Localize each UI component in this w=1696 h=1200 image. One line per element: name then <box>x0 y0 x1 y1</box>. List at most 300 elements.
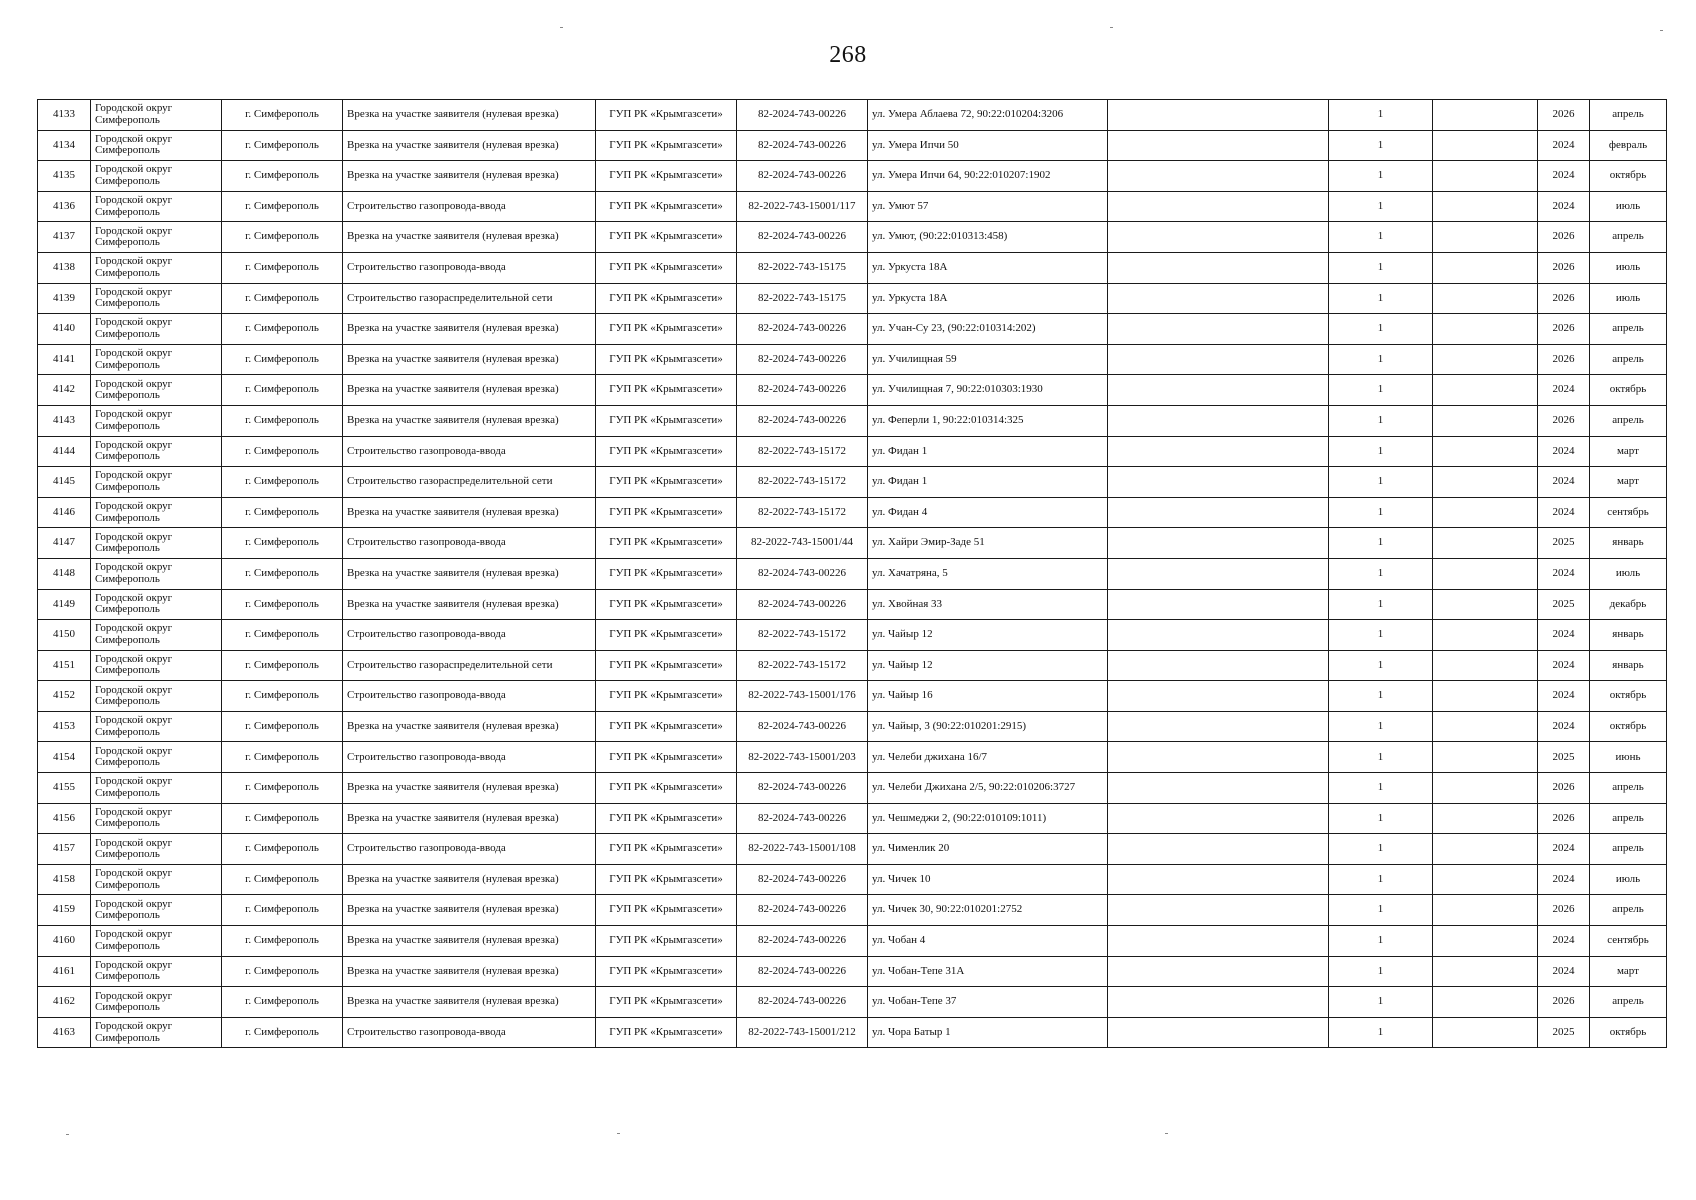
work-type-cell: Строительство газораспределительной сети <box>343 650 596 681</box>
empty-cell <box>1433 375 1538 406</box>
organization-cell: ГУП РК «Крымгазсети» <box>596 314 737 345</box>
project-code-cell: 82-2024-743-00226 <box>737 987 868 1018</box>
work-type-cell: Строительство газораспределительной сети <box>343 467 596 498</box>
city-cell: г. Симферополь <box>222 558 343 589</box>
city-cell: г. Симферополь <box>222 252 343 283</box>
table-row <box>38 161 1667 192</box>
empty-cell <box>1108 773 1329 804</box>
row-number: 4134 <box>38 130 91 161</box>
organization-cell: ГУП РК «Крымгазсети» <box>596 405 737 436</box>
project-code-cell: 82-2024-743-00226 <box>737 803 868 834</box>
work-type-cell: Строительство газопровода-ввода <box>343 528 596 559</box>
city-cell: г. Симферополь <box>222 130 343 161</box>
project-code-cell: 82-2022-743-15172 <box>737 620 868 651</box>
organization-cell: ГУП РК «Крымгазсети» <box>596 191 737 222</box>
address-cell: ул. Фидан 1 <box>868 467 1108 498</box>
month-cell: апрель <box>1590 405 1667 436</box>
project-code-cell: 82-2024-743-00226 <box>737 864 868 895</box>
empty-cell <box>1433 864 1538 895</box>
year-cell: 2026 <box>1538 252 1590 283</box>
empty-cell <box>1433 222 1538 253</box>
row-number: 4146 <box>38 497 91 528</box>
scan-speck <box>1110 27 1113 28</box>
table-row <box>38 100 1667 131</box>
row-number: 4163 <box>38 1017 91 1048</box>
district-cell: Городской округ Симферополь <box>91 987 222 1018</box>
work-type-cell: Врезка на участке заявителя (нулевая врезка) <box>343 100 596 131</box>
empty-cell <box>1433 528 1538 559</box>
row-number: 4133 <box>38 100 91 131</box>
empty-cell <box>1433 681 1538 712</box>
organization-cell: ГУП РК «Крымгазсети» <box>596 926 737 957</box>
empty-cell <box>1108 161 1329 192</box>
table-row <box>38 528 1667 559</box>
project-code-cell: 82-2022-743-15001/212 <box>737 1017 868 1048</box>
address-cell: ул. Чешмеджи 2, (90:22:010109:1011) <box>868 803 1108 834</box>
project-code-cell: 82-2022-743-15175 <box>737 252 868 283</box>
address-cell: ул. Чичек 10 <box>868 864 1108 895</box>
year-cell: 2024 <box>1538 191 1590 222</box>
address-cell: ул. Училищная 7, 90:22:010303:1930 <box>868 375 1108 406</box>
quantity-cell: 1 <box>1329 1017 1433 1048</box>
quantity-cell: 1 <box>1329 803 1433 834</box>
month-cell: июль <box>1590 191 1667 222</box>
work-type-cell: Строительство газораспределительной сети <box>343 283 596 314</box>
row-number: 4161 <box>38 956 91 987</box>
project-code-cell: 82-2022-743-15001/44 <box>737 528 868 559</box>
district-cell: Городской округ Симферополь <box>91 558 222 589</box>
empty-cell <box>1433 711 1538 742</box>
district-cell: Городской округ Симферополь <box>91 314 222 345</box>
project-code-cell: 82-2024-743-00226 <box>737 926 868 957</box>
quantity-cell: 1 <box>1329 528 1433 559</box>
organization-cell: ГУП РК «Крымгазсети» <box>596 161 737 192</box>
work-type-cell: Строительство газопровода-ввода <box>343 681 596 712</box>
empty-cell <box>1108 436 1329 467</box>
organization-cell: ГУП РК «Крымгазсети» <box>596 834 737 865</box>
year-cell: 2024 <box>1538 130 1590 161</box>
organization-cell: ГУП РК «Крымгазсети» <box>596 620 737 651</box>
row-number: 4149 <box>38 589 91 620</box>
address-cell: ул. Чобан 4 <box>868 926 1108 957</box>
organization-cell: ГУП РК «Крымгазсети» <box>596 222 737 253</box>
empty-cell <box>1108 130 1329 161</box>
project-code-cell: 82-2022-743-15001/176 <box>737 681 868 712</box>
city-cell: г. Симферополь <box>222 405 343 436</box>
city-cell: г. Симферополь <box>222 467 343 498</box>
table-row <box>38 742 1667 773</box>
project-code-cell: 82-2024-743-00226 <box>737 589 868 620</box>
row-number: 4142 <box>38 375 91 406</box>
table-row <box>38 987 1667 1018</box>
empty-cell <box>1433 405 1538 436</box>
table-row <box>38 1017 1667 1048</box>
quantity-cell: 1 <box>1329 283 1433 314</box>
year-cell: 2026 <box>1538 987 1590 1018</box>
year-cell: 2025 <box>1538 1017 1590 1048</box>
address-cell: ул. Учан-Су 23, (90:22:010314:202) <box>868 314 1108 345</box>
work-type-cell: Врезка на участке заявителя (нулевая врезка) <box>343 803 596 834</box>
month-cell: апрель <box>1590 834 1667 865</box>
work-type-cell: Строительство газопровода-ввода <box>343 834 596 865</box>
project-code-cell: 82-2024-743-00226 <box>737 773 868 804</box>
row-number: 4156 <box>38 803 91 834</box>
empty-cell <box>1433 283 1538 314</box>
quantity-cell: 1 <box>1329 956 1433 987</box>
quantity-cell: 1 <box>1329 191 1433 222</box>
row-number: 4135 <box>38 161 91 192</box>
city-cell: г. Симферополь <box>222 864 343 895</box>
year-cell: 2024 <box>1538 620 1590 651</box>
organization-cell: ГУП РК «Крымгазсети» <box>596 558 737 589</box>
project-code-cell: 82-2024-743-00226 <box>737 161 868 192</box>
table-row <box>38 375 1667 406</box>
district-cell: Городской округ Симферополь <box>91 130 222 161</box>
address-cell: ул. Челеби джихана 16/7 <box>868 742 1108 773</box>
empty-cell <box>1108 100 1329 131</box>
month-cell: июль <box>1590 283 1667 314</box>
address-cell: ул. Хачатряна, 5 <box>868 558 1108 589</box>
empty-cell <box>1433 650 1538 681</box>
empty-cell <box>1108 987 1329 1018</box>
address-cell: ул. Чименлик 20 <box>868 834 1108 865</box>
row-number: 4140 <box>38 314 91 345</box>
table-row <box>38 956 1667 987</box>
project-code-cell: 82-2024-743-00226 <box>737 344 868 375</box>
work-type-cell: Врезка на участке заявителя (нулевая врезка) <box>343 497 596 528</box>
work-type-cell: Врезка на участке заявителя (нулевая врезка) <box>343 589 596 620</box>
table-row <box>38 681 1667 712</box>
quantity-cell: 1 <box>1329 589 1433 620</box>
quantity-cell: 1 <box>1329 558 1433 589</box>
district-cell: Городской округ Симферополь <box>91 926 222 957</box>
row-number: 4144 <box>38 436 91 467</box>
district-cell: Городской округ Симферополь <box>91 252 222 283</box>
work-type-cell: Строительство газопровода-ввода <box>343 191 596 222</box>
year-cell: 2024 <box>1538 436 1590 467</box>
address-cell: ул. Чайыр 16 <box>868 681 1108 712</box>
work-type-cell: Строительство газопровода-ввода <box>343 252 596 283</box>
year-cell: 2024 <box>1538 375 1590 406</box>
work-type-cell: Врезка на участке заявителя (нулевая врезка) <box>343 344 596 375</box>
organization-cell: ГУП РК «Крымгазсети» <box>596 956 737 987</box>
organization-cell: ГУП РК «Крымгазсети» <box>596 681 737 712</box>
month-cell: октябрь <box>1590 681 1667 712</box>
year-cell: 2026 <box>1538 344 1590 375</box>
organization-cell: ГУП РК «Крымгазсети» <box>596 252 737 283</box>
address-cell: ул. Училищная 59 <box>868 344 1108 375</box>
month-cell: апрель <box>1590 987 1667 1018</box>
quantity-cell: 1 <box>1329 895 1433 926</box>
work-type-cell: Врезка на участке заявителя (нулевая врезка) <box>343 375 596 406</box>
table-row <box>38 314 1667 345</box>
district-cell: Городской округ Симферополь <box>91 589 222 620</box>
empty-cell <box>1433 834 1538 865</box>
work-type-cell: Строительство газопровода-ввода <box>343 620 596 651</box>
empty-cell <box>1433 742 1538 773</box>
table-row <box>38 344 1667 375</box>
empty-cell <box>1108 191 1329 222</box>
work-type-cell: Врезка на участке заявителя (нулевая врезка) <box>343 222 596 253</box>
month-cell: апрель <box>1590 344 1667 375</box>
empty-cell <box>1108 864 1329 895</box>
district-cell: Городской округ Симферополь <box>91 222 222 253</box>
work-type-cell: Врезка на участке заявителя (нулевая врезка) <box>343 864 596 895</box>
row-number: 4147 <box>38 528 91 559</box>
scan-speck <box>1165 1133 1168 1134</box>
city-cell: г. Симферополь <box>222 375 343 406</box>
organization-cell: ГУП РК «Крымгазсети» <box>596 1017 737 1048</box>
organization-cell: ГУП РК «Крымгазсети» <box>596 344 737 375</box>
city-cell: г. Симферополь <box>222 987 343 1018</box>
table-row <box>38 222 1667 253</box>
organization-cell: ГУП РК «Крымгазсети» <box>596 650 737 681</box>
year-cell: 2024 <box>1538 467 1590 498</box>
month-cell: июль <box>1590 252 1667 283</box>
month-cell: апрель <box>1590 895 1667 926</box>
empty-cell <box>1108 834 1329 865</box>
address-cell: ул. Умера Аблаева 72, 90:22:010204:3206 <box>868 100 1108 131</box>
month-cell: октябрь <box>1590 161 1667 192</box>
organization-cell: ГУП РК «Крымгазсети» <box>596 283 737 314</box>
year-cell: 2024 <box>1538 681 1590 712</box>
quantity-cell: 1 <box>1329 436 1433 467</box>
work-type-cell: Врезка на участке заявителя (нулевая врезка) <box>343 773 596 804</box>
year-cell: 2024 <box>1538 650 1590 681</box>
district-cell: Городской округ Симферополь <box>91 895 222 926</box>
month-cell: март <box>1590 467 1667 498</box>
district-cell: Городской округ Симферополь <box>91 681 222 712</box>
quantity-cell: 1 <box>1329 711 1433 742</box>
district-cell: Городской округ Симферополь <box>91 100 222 131</box>
project-code-cell: 82-2024-743-00226 <box>737 895 868 926</box>
table-row <box>38 650 1667 681</box>
empty-cell <box>1433 436 1538 467</box>
quantity-cell: 1 <box>1329 987 1433 1018</box>
table-row <box>38 926 1667 957</box>
empty-cell <box>1433 252 1538 283</box>
month-cell: июль <box>1590 558 1667 589</box>
organization-cell: ГУП РК «Крымгазсети» <box>596 528 737 559</box>
organization-cell: ГУП РК «Крымгазсети» <box>596 436 737 467</box>
empty-cell <box>1108 252 1329 283</box>
year-cell: 2025 <box>1538 528 1590 559</box>
address-cell: ул. Умера Ипчи 64, 90:22:010207:1902 <box>868 161 1108 192</box>
table-row <box>38 864 1667 895</box>
work-type-cell: Врезка на участке заявителя (нулевая врезка) <box>343 161 596 192</box>
city-cell: г. Симферополь <box>222 100 343 131</box>
year-cell: 2025 <box>1538 589 1590 620</box>
month-cell: апрель <box>1590 222 1667 253</box>
organization-cell: ГУП РК «Крымгазсети» <box>596 895 737 926</box>
row-number: 4159 <box>38 895 91 926</box>
month-cell: январь <box>1590 650 1667 681</box>
quantity-cell: 1 <box>1329 834 1433 865</box>
year-cell: 2026 <box>1538 100 1590 131</box>
project-code-cell: 82-2022-743-15175 <box>737 283 868 314</box>
year-cell: 2026 <box>1538 222 1590 253</box>
empty-cell <box>1433 956 1538 987</box>
work-type-cell: Врезка на участке заявителя (нулевая врезка) <box>343 405 596 436</box>
address-cell: ул. Чайыр 12 <box>868 620 1108 651</box>
work-type-cell: Врезка на участке заявителя (нулевая врезка) <box>343 926 596 957</box>
month-cell: март <box>1590 436 1667 467</box>
row-number: 4152 <box>38 681 91 712</box>
address-cell: ул. Чора Батыр 1 <box>868 1017 1108 1048</box>
city-cell: г. Симферополь <box>222 161 343 192</box>
table-row <box>38 589 1667 620</box>
work-type-cell: Врезка на участке заявителя (нулевая врезка) <box>343 130 596 161</box>
district-cell: Городской округ Симферополь <box>91 528 222 559</box>
empty-cell <box>1433 191 1538 222</box>
empty-cell <box>1433 497 1538 528</box>
organization-cell: ГУП РК «Крымгазсети» <box>596 497 737 528</box>
project-code-cell: 82-2024-743-00226 <box>737 711 868 742</box>
table-row <box>38 558 1667 589</box>
project-code-cell: 82-2022-743-15001/203 <box>737 742 868 773</box>
empty-cell <box>1433 895 1538 926</box>
month-cell: январь <box>1590 528 1667 559</box>
organization-cell: ГУП РК «Крымгазсети» <box>596 742 737 773</box>
quantity-cell: 1 <box>1329 773 1433 804</box>
project-code-cell: 82-2022-743-15001/108 <box>737 834 868 865</box>
month-cell: февраль <box>1590 130 1667 161</box>
organization-cell: ГУП РК «Крымгазсети» <box>596 100 737 131</box>
empty-cell <box>1108 1017 1329 1048</box>
address-cell: ул. Чобан-Тепе 37 <box>868 987 1108 1018</box>
empty-cell <box>1433 987 1538 1018</box>
month-cell: март <box>1590 956 1667 987</box>
year-cell: 2024 <box>1538 834 1590 865</box>
table-row <box>38 252 1667 283</box>
district-cell: Городской округ Симферополь <box>91 283 222 314</box>
row-number: 4136 <box>38 191 91 222</box>
organization-cell: ГУП РК «Крымгазсети» <box>596 375 737 406</box>
year-cell: 2024 <box>1538 956 1590 987</box>
row-number: 4148 <box>38 558 91 589</box>
city-cell: г. Симферополь <box>222 191 343 222</box>
empty-cell <box>1433 773 1538 804</box>
month-cell: сентябрь <box>1590 926 1667 957</box>
district-cell: Городской округ Симферополь <box>91 956 222 987</box>
district-cell: Городской округ Симферополь <box>91 344 222 375</box>
city-cell: г. Симферополь <box>222 589 343 620</box>
year-cell: 2026 <box>1538 405 1590 436</box>
work-type-cell: Врезка на участке заявителя (нулевая врезка) <box>343 987 596 1018</box>
quantity-cell: 1 <box>1329 130 1433 161</box>
district-cell: Городской округ Симферополь <box>91 711 222 742</box>
empty-cell <box>1433 130 1538 161</box>
city-cell: г. Симферополь <box>222 620 343 651</box>
quantity-cell: 1 <box>1329 864 1433 895</box>
quantity-cell: 1 <box>1329 222 1433 253</box>
year-cell: 2026 <box>1538 773 1590 804</box>
address-cell: ул. Умера Ипчи 50 <box>868 130 1108 161</box>
work-type-cell: Врезка на участке заявителя (нулевая врезка) <box>343 711 596 742</box>
address-cell: ул. Уркуста 18А <box>868 252 1108 283</box>
city-cell: г. Симферополь <box>222 834 343 865</box>
scan-speck <box>560 27 563 28</box>
year-cell: 2026 <box>1538 895 1590 926</box>
work-type-cell: Строительство газопровода-ввода <box>343 1017 596 1048</box>
work-type-cell: Строительство газопровода-ввода <box>343 436 596 467</box>
city-cell: г. Симферополь <box>222 436 343 467</box>
organization-cell: ГУП РК «Крымгазсети» <box>596 711 737 742</box>
year-cell: 2024 <box>1538 161 1590 192</box>
empty-cell <box>1433 467 1538 498</box>
empty-cell <box>1108 528 1329 559</box>
quantity-cell: 1 <box>1329 161 1433 192</box>
address-cell: ул. Хайри Эмир-Заде 51 <box>868 528 1108 559</box>
table-row <box>38 803 1667 834</box>
empty-cell <box>1108 803 1329 834</box>
row-number: 4137 <box>38 222 91 253</box>
month-cell: декабрь <box>1590 589 1667 620</box>
work-type-cell: Врезка на участке заявителя (нулевая врезка) <box>343 895 596 926</box>
table-row <box>38 130 1667 161</box>
table-row <box>38 834 1667 865</box>
address-cell: ул. Умют 57 <box>868 191 1108 222</box>
address-cell: ул. Челеби Джихана 2/5, 90:22:010206:3727 <box>868 773 1108 804</box>
district-cell: Городской округ Симферополь <box>91 191 222 222</box>
row-number: 4154 <box>38 742 91 773</box>
table-row <box>38 467 1667 498</box>
address-cell: ул. Фидан 1 <box>868 436 1108 467</box>
project-code-cell: 82-2022-743-15172 <box>737 436 868 467</box>
empty-cell <box>1433 589 1538 620</box>
project-code-cell: 82-2024-743-00226 <box>737 100 868 131</box>
row-number: 4145 <box>38 467 91 498</box>
table-row <box>38 620 1667 651</box>
empty-cell <box>1108 314 1329 345</box>
empty-cell <box>1108 926 1329 957</box>
work-type-cell: Врезка на участке заявителя (нулевая врезка) <box>343 956 596 987</box>
district-cell: Городской округ Симферополь <box>91 803 222 834</box>
empty-cell <box>1433 620 1538 651</box>
row-number: 4160 <box>38 926 91 957</box>
year-cell: 2024 <box>1538 926 1590 957</box>
empty-cell <box>1108 589 1329 620</box>
city-cell: г. Симферополь <box>222 314 343 345</box>
address-cell: ул. Уркуста 18А <box>868 283 1108 314</box>
empty-cell <box>1108 283 1329 314</box>
city-cell: г. Симферополь <box>222 283 343 314</box>
empty-cell <box>1108 711 1329 742</box>
organization-cell: ГУП РК «Крымгазсети» <box>596 773 737 804</box>
address-cell: ул. Фидан 4 <box>868 497 1108 528</box>
project-code-cell: 82-2024-743-00226 <box>737 405 868 436</box>
empty-cell <box>1433 1017 1538 1048</box>
address-cell: ул. Умют, (90:22:010313:458) <box>868 222 1108 253</box>
project-code-cell: 82-2022-743-15172 <box>737 497 868 528</box>
district-cell: Городской округ Симферополь <box>91 436 222 467</box>
row-number: 4141 <box>38 344 91 375</box>
city-cell: г. Симферополь <box>222 773 343 804</box>
quantity-cell: 1 <box>1329 100 1433 131</box>
project-code-cell: 82-2024-743-00226 <box>737 314 868 345</box>
project-code-cell: 82-2022-743-15001/117 <box>737 191 868 222</box>
quantity-cell: 1 <box>1329 681 1433 712</box>
empty-cell <box>1108 405 1329 436</box>
project-code-cell: 82-2024-743-00226 <box>737 130 868 161</box>
district-cell: Городской округ Симферополь <box>91 467 222 498</box>
district-cell: Городской округ Симферополь <box>91 742 222 773</box>
work-type-cell: Строительство газопровода-ввода <box>343 742 596 773</box>
month-cell: апрель <box>1590 803 1667 834</box>
address-cell: ул. Чичек 30, 90:22:010201:2752 <box>868 895 1108 926</box>
district-cell: Городской округ Симферополь <box>91 650 222 681</box>
empty-cell <box>1433 161 1538 192</box>
